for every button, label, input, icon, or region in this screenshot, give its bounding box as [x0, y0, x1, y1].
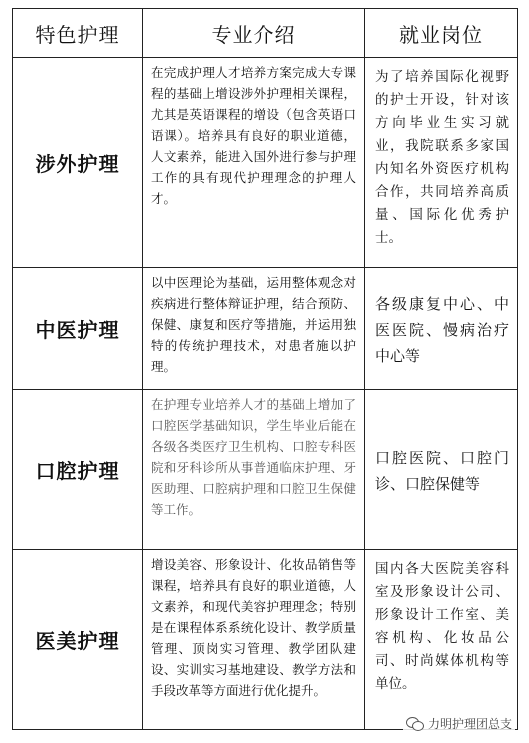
nursing-specialty-table — [12, 8, 518, 730]
specialty-jobs: 口腔医院、口腔门诊、口腔保健等 — [365, 390, 518, 550]
table-row — [13, 550, 518, 730]
specialty-jobs: 为了培养国际化视野的护士开设，针对该方向毕业生实习就业，我院联系多家国内知名外资医疗机构合作，共同培养高质量、国际化优秀护士。 — [365, 58, 518, 268]
specialty-name: 中医护理 — [13, 268, 143, 390]
specialty-intro: 在完成护理人才培养方案完成大专课程的基础上增设涉外护理相关课程，尤其是英语课程的增设（包含英语口语课）。培养具有良好的职业道德，人文素养，能进入国外进行参与护理工作的具有现代护理理念的护理人才。 — [143, 58, 365, 268]
specialty-name: 医美护理 — [13, 550, 143, 730]
header-introduction: 专业介绍 — [143, 9, 365, 58]
specialty-name: 涉外护理 — [13, 58, 143, 268]
specialty-jobs: 国内各大医院美容科室及形象设计公司、形象设计工作室、美容机构、化妆品公司、时尚媒体机构等单位。 — [365, 550, 518, 730]
specialty-intro: 在护理专业培养人才的基础上增加了口腔医学基础知识，学生毕业后能在各级各类医疗卫生机构、口腔专科医院和牙科诊所从事普通临床护理、牙医助理、口腔病护理和口腔卫生保健等工作。 — [143, 390, 365, 550]
specialty-intro: 以中医理论为基础，运用整体观念对疾病进行整体辩证护理，结合预防、保健、康复和医疗等措施，并运用独特的传统护理技术，对患者施以护理。 — [143, 268, 365, 390]
specialty-name: 口腔护理 — [13, 390, 143, 550]
table-header-row — [13, 9, 518, 58]
specialty-jobs: 各级康复中心、中医医院、慢病治疗中心等 — [365, 268, 518, 390]
watermark-text: 力明护理团总支 — [427, 717, 512, 731]
specialty-intro: 增设美容、形象设计、化妆品销售等课程，培养具有良好的职业道德，人文素养，和现代美容护理理念；特别是在课程体系系统化设计、教学质量管理、顶岗实习管理、教学团队建设、实训实习基地建设、教学方法和手段改革等方面进行优化提升。 — [143, 550, 365, 730]
table-row — [13, 268, 518, 390]
header-jobs: 就业岗位 — [365, 9, 518, 58]
document-sheet — [12, 8, 517, 733]
watermark — [403, 714, 515, 733]
table-row — [13, 58, 518, 268]
table-row — [13, 390, 518, 550]
wechat-icon — [406, 717, 424, 731]
header-specialty: 特色护理 — [13, 9, 143, 58]
